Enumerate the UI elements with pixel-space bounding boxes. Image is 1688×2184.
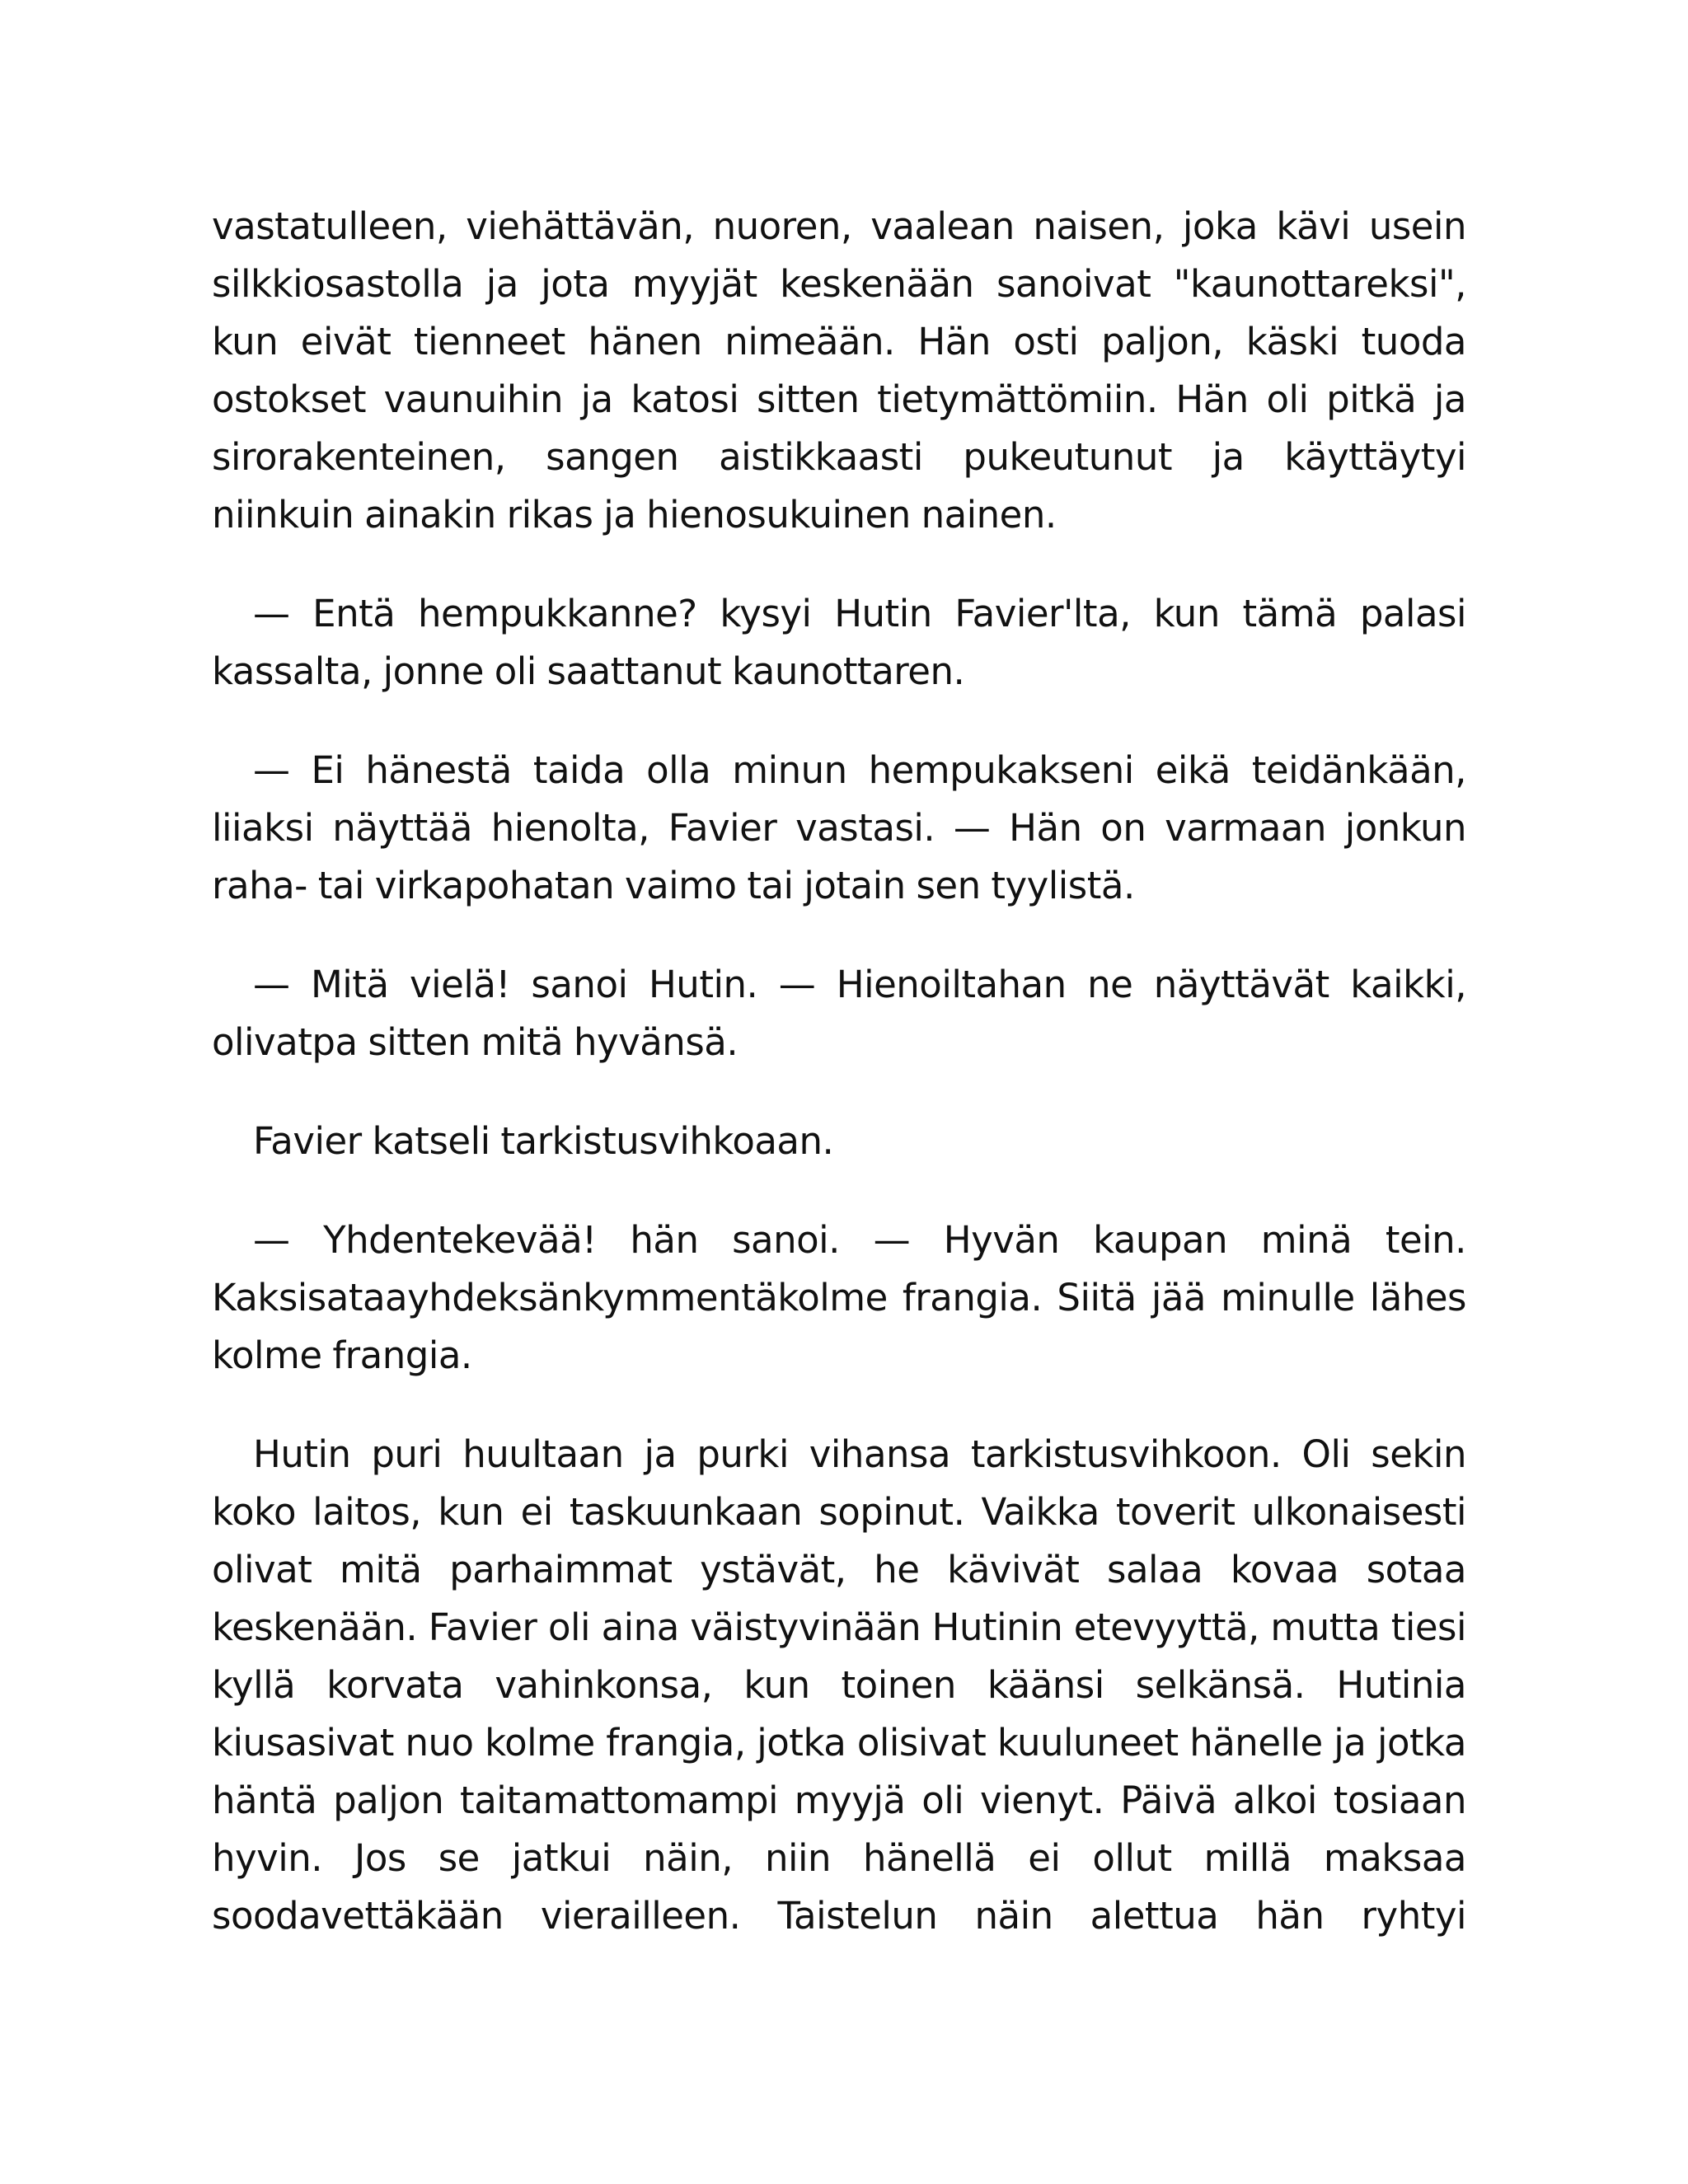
- paragraph-narration-favier: Favier katseli tarkistusvihkoaan.: [253, 1119, 834, 1163]
- page-body: [212, 198, 1466, 1945]
- paragraph-continuation: vastatulleen, viehättävän, nuoren, vaalean naisen, joka kävi usein silkkiosastolla ja jota myyjät keskenään sanoivat "kaunottareksi", kun eivät tienneet hänen nimeään. Hän osti paljon, käski tuoda ostokset vaunuihin ja katosi sitten tietymättömiin. Hän oli pitkä ja sirorakenteinen, sangen aistikkaasti pukeutunut ja käyttäytyi niinkuin ainakin rikas ja hienosukuinen nainen.: [212, 204, 1466, 537]
- paragraph-dialogue-favier-reply: — Ei hänestä taida olla minun hempukakseni eikä teidänkään, liiaksi näyttää hienolta, Favier vastasi. — Hän on varmaan jonkun raha- tai virkapohatan vaimo tai jotain sen tyylistä.: [212, 748, 1466, 907]
- paragraph-dialogue-hutin-question: — Entä hempukkanne? kysyi Hutin Favier'lta, kun tämä palasi kassalta, jonne oli saattanut kaunottaren.: [212, 592, 1466, 693]
- paragraph-narration-hutin: Hutin puri huultaan ja purki vihansa tarkistusvihkoon. Oli sekin koko laitos, kun ei taskuunkaan sopinut. Vaikka toverit ulkonaisesti olivat mitä parhaimmat ystävät, he kävivät salaa kovaa sotaa keskenään. Favier oli aina väistyvinään Hutinin etevyyttä, mutta tiesi kyllä korvata vahinkonsa, kun toinen käänsi selkänsä. Hutinia kiusasivat nuo kolme frangia, jotka olisivat kuuluneet hänelle ja jotka häntä paljon taitamattomampi myyjä oli vienyt. Päivä alkoi tosiaan hyvin. Jos se jatkui näin, niin hänellä ei ollut millä maksaa soodavettäkään vierailleen. Taistelun näin alettua hän ryhtyi: [212, 1432, 1466, 1938]
- paragraph-dialogue-favier-sale: — Yhdentekevää! hän sanoi. — Hyvän kaupan minä tein. Kaksisataayhdeksänkymmentäkolme frangia. Siitä jää minulle lähes kolme frangia.: [212, 1218, 1466, 1377]
- paragraph-dialogue-hutin-reply: — Mitä vielä! sanoi Hutin. — Hienoiltahan ne näyttävät kaikki, olivatpa sitten mitä hyvänsä.: [212, 963, 1466, 1064]
